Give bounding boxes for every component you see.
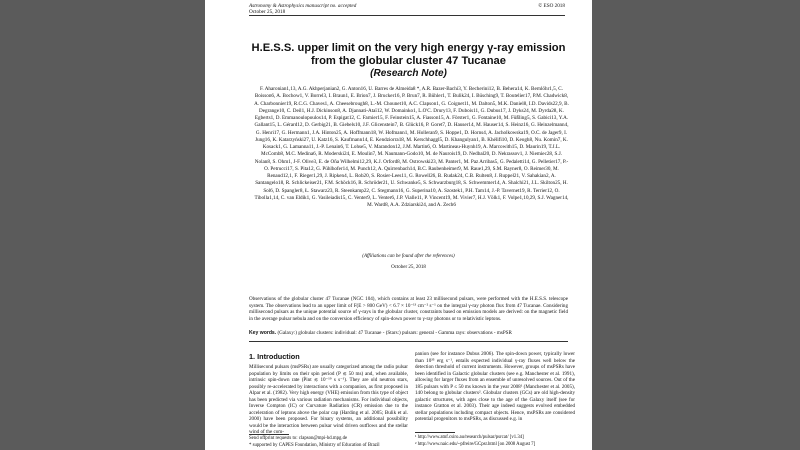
- abstract-rule: [249, 341, 568, 342]
- header-date: October 25, 2018: [249, 9, 286, 15]
- intro-left-column: Millisecond pulsars (msPSRs) are usually categorized among the radio pulsar population by limits on their spin period (P ≲ 50 ms) and, when available, intrinsic spin-down rate (Ṗint ≲ 10⁻¹⁹ s s⁻¹). They are old neutron stars, possibly re-accelerated by interactions with a companion, as first proposed in Alpar et al. (1982). Very high energy (VHE) emission from this type of object has been predicted via various radiation mechanisms. For individual objects, Inverse Compton (IC) or Curvature Radiation (CR) emission due to the acceleration of leptons above the polar cap (Harding et al. 2005; Bulik et al. 2000) have been proposed. For binary systems, an additional possibility would be the interaction between pulsar wind driven outflows and the stellar wind of the com-: [249, 364, 408, 436]
- intro-right-column: panion (see for instance Dubus 2006). The spin-down power, typically lower than 10³⁵ erg s⁻¹, entails expected individual γ-ray fluxes well below the detection threshold of current instruments. However, groups of msPSRs have been identified in Galactic globular clusters (see e.g. Manchester et al. 1991), allowing for larger fluxes from an ensemble of unresolved sources. Out of the 185 pulsars with P ≤ 50 ms known in the year 2008¹ (Manchester et al. 2005), 140 belong to globular clusters². Globular clusters (GCs) are old high-density galactic structures, with ages close to the age of the Galaxy itself (see for instance Gratton et al. 2003). Their age indeed suggests evolved embedded stellar populations including compact objects. Hence, msPSRs are considered potential progenitors to msPSRs, as discussed e.g. in: [415, 351, 575, 423]
- journal-header: Astronomy & Astrophysics manuscript no. accepted: [249, 3, 357, 9]
- footnote-rule-right: [415, 432, 455, 433]
- received-date: October 25, 2018: [391, 265, 426, 270]
- footnote-atnf-link[interactable]: ¹ http://www.atnf.csiro.au/research/pulsar/psrcat/ [v1.34]: [415, 435, 524, 440]
- keywords-text: (Galaxy:) globular clusters: individual: 47 Tucanae - (Stars:) pulsars: general - Gamma rays: observations - msPSR: [277, 330, 512, 336]
- footnote-rule-left: [249, 434, 289, 435]
- author-list: F. Aharonian1,13, A.G. Akhperjanian2, G. Anton16, U. Barres de Almeida8 *, A.R. Bazer-Bachi3, Y. Becherini12, B. Behera14, K. Bernlöhr1,5, C. Boisson6, A. Bochow1, V. Borrel3, I. Braun1, E. Brion7, J. Brucker16, P. Brun7, R. Bühler1, T. Bulik24, I. Büsching9, T. Boutelier17, P.M. Chadwick8, A. Charbonnier19, R.C.G. Chaves1, A. Cheesebrough8, L.-M. Chounet10, A.C. Clapson1, G. Coignet11, M. Dalton5, M.K. Daniel8, I.D. Davids22,9, B. Degrange10, C. Deil1, H.J. Dickinson8, A. Djannati-Ataï12, W. Domainko1, L.O'C. Drury13, F. Dubois11, G. Dubus17, J. Dyks24, M. Dyrda28, K. Egberts1, D. Emmanoulopoulos14, P. Espigat12, C. Farnier15, F. Feinstein15, A. Fiasson15, A. Förster1, G. Fontaine10, M. Füßling5, S. Gabici13, Y.A. Gallant15, L. Gérard12, D. Gerbig21, B. Giebels10, J.F. Glicenstein7, B. Glück16, P. Goret7, D. Hauser14, M. Hauser14, S. Heinz16, G. Heinzelmann4, G. Henri17, G. Hermann1, J.A. Hinton25, A. Hoffmann18, W. Hofmann1, M. Holleran9, S. Hoppe1, D. Horns4, A. Jacholkowska19, O.C. de Jager9, I. Jung16, K. Katarzyński27, U. Katz16, S. Kaufmann14, E. Kendziorra18, M. Kerschhaggl5, D. Khangulyan1, B. Khélifi10, D. Keogh8, Nu. Komin7, K. Kosack1, G. Lamanna11, J.-P. Lenain6, T. Lohse5, V. Marandon12, J.M. Martin6, O. Martineau-Huynh19, A. Marcowith15, D. Maurin19, T.J.L. McComb8, M.C. Medina6, R. Moderski24, E. Moulin7, M. Naumann-Godo10, M. de Naurois19, D. Nedbal20, D. Nekrassov1, J. Niemiec28, S.J. Nolan8, S. Ohm1, J-F. Olive3, E. de Oña Wilhelmi12,29, K.J. Orford8, M. Ostrowski23, M. Panter1, M. Paz Arribas5, G. Pedaletti14, G. Pelletier17, P.-O. Petrucci17, S. Pita12, G. Pühlhofer14, M. Punch12, A. Quirrenbach14, B.C. Raubenheimer9, M. Raue1,29, S.M. Rayner8, O. Reimer30, M. Renaud12,1, F. Rieger1,29, J. Ripken4, L. Rob20, S. Rosier-Lees11, G. Rowell26, B. Rudak24, C.B. Rulten8, J. Ruppel21, V. Sahakian2, A. Santangelo18, R. Schlickeiser21, F.M. Schöck16, R. Schröder21, U. Schwanke5, S. Schwarzburg18, S. Schwemmer14, A. Shalchi21, J.L. Skilton25, H. Sol6, D. Spangler8, Ł. Stawarz23, R. Steenkamp22, C. Stegmann16, G. Superina10, A. Szostek1, P.H. Tam14, J.-P. Tavernet19, R. Terrier12, O. Tibolla1,14, C. van Eldik1, G. Vasileiadis15, C. Venter9, L. Venter6, J.P. Vialle11, P. Vincent19, M. Vivier7, H.J. Völk1, F. Volpe1,10,29, S.J. Wagner14, M. Ward8, A.A. Zdziarski24, and A. Zech6: [254, 86, 569, 208]
- copyright-notice: © ESO 2018: [538, 3, 565, 9]
- header-rule: [249, 15, 565, 16]
- section-heading: 1. Introduction: [249, 352, 300, 361]
- paper-title: H.E.S.S. upper limit on the very high energy γ-ray emission from the globular cluster 47 Tucanae: [251, 42, 566, 67]
- keywords-label: Key words.: [249, 330, 277, 336]
- paper-subtitle: (Research Note): [370, 68, 447, 79]
- abstract: Observations of the globular cluster 47 Tucanae (NGC 104), which contains at least 23 millisecond pulsars, were performed with the H.E.S.S. telescope system. The observations lead to an upper limit of F(E > 800 GeV) < 6.7 × 10⁻¹³ cm⁻² s⁻¹ on the integral γ-ray photon flux from 47 Tucanae. Considering millisecond pulsars as the unique potential source of γ-rays in the globular cluster, constraints based on emission models are derived: on the magnetic field in the average pulsar nebula and on the conversion efficiency of spin-down power to γ-ray photons or to relativistic leptons.: [249, 296, 568, 322]
- keywords: [249, 330, 568, 336]
- footnote-offprint: Send offprint requests to: clapson@mpi-hd.mpg.de: [249, 436, 348, 441]
- document-page: [205, 0, 592, 450]
- affiliations-note: (Affiliations can be found after the references): [362, 254, 455, 259]
- footnote-capes: * supported by CAPES Foundation, Ministry of Education of Brazil: [249, 443, 380, 448]
- footnote-gcpsr-link[interactable]: ² http://www.naic.edu/~pfreire/GCpsr.html [on 2008 August 7]: [415, 442, 536, 447]
